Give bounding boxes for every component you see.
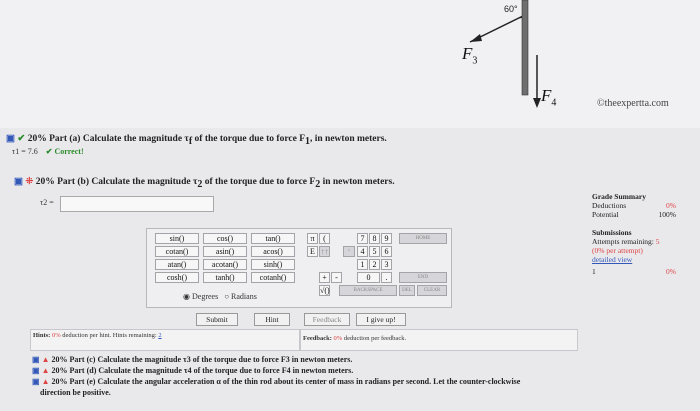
give-up-button[interactable]: I give up! <box>356 313 406 326</box>
part-c-title[interactable]: ▣ ▲ 20% Part (c) Calculate the magnitude τ3 of the torque due to force F3 in newton meters. <box>32 355 353 364</box>
radians-radio[interactable]: ○ Radians <box>224 292 257 301</box>
attempts-row: Attempts remaining: 5 <box>592 237 660 246</box>
feedback-button[interactable]: Feedback <box>304 313 350 326</box>
part-a-title[interactable]: ▣ ✔ 20% Part (a) Calculate the magnitude τf of the torque due to force F1, in newton meters. <box>6 134 387 147</box>
calc-key-digit[interactable]: 2 <box>369 259 380 270</box>
part-a-answer: τ1 = 7.6 <box>12 147 38 156</box>
calculator-panel <box>146 228 452 308</box>
calc-key-digit[interactable]: 5 <box>369 246 380 257</box>
calc-key-digit[interactable]: 8 <box>369 233 380 244</box>
hint-button[interactable]: Hint <box>254 313 290 326</box>
calc-key-acos[interactable]: acos() <box>251 246 295 257</box>
f3-label: $F_3$ <box>462 44 478 67</box>
calc-key-digit[interactable]: 9 <box>381 233 392 244</box>
calc-key-cos[interactable]: cos() <box>203 233 247 244</box>
calc-key-acotan[interactable]: acotan() <box>203 259 247 270</box>
calc-key-symbol[interactable]: - <box>331 272 342 283</box>
check-icon: ✔ <box>17 134 26 144</box>
calc-key-sin[interactable]: sin() <box>155 233 199 244</box>
submit-button[interactable]: Submit <box>196 313 238 326</box>
expand-icon: ▣ <box>32 366 40 375</box>
calc-key-tan[interactable]: tan() <box>251 233 295 244</box>
figure-area <box>0 0 700 128</box>
expand-icon: ▣ <box>6 134 15 144</box>
calc-key-backspace[interactable]: BACKSPACE <box>339 285 397 296</box>
part-a-status: ✔ Correct! <box>45 147 84 156</box>
calc-key-digit[interactable]: 7 <box>357 233 368 244</box>
calc-key-symbol[interactable]: ( <box>319 233 330 244</box>
calc-key-digit[interactable]: . <box>381 272 392 283</box>
part-e-title-cont: direction be positive. <box>40 388 111 397</box>
warning-icon: ▲ <box>41 355 50 364</box>
per-attempt: (0% per attempt) <box>592 246 643 255</box>
expand-icon: ▣ <box>32 355 40 364</box>
calc-key-symbol[interactable]: π <box>307 233 318 244</box>
hints-box <box>30 329 300 351</box>
calc-key-cosh[interactable]: cosh() <box>155 272 199 283</box>
degrees-radio[interactable]: ◉ Degrees <box>183 292 219 301</box>
part-e-title[interactable]: ▣ ▲ 20% Part (e) Calculate the angular acceleration α of the thin rod about its center of mass in radians per second. Let the counter-clockwise <box>32 377 521 386</box>
calc-key-digit[interactable]: 4 <box>357 246 368 257</box>
calc-key-sinh[interactable]: sinh() <box>251 259 295 270</box>
f4-label: $F_4$ <box>541 86 557 109</box>
part-a-answer-row <box>12 147 84 156</box>
potential-row: Potential 100% <box>592 210 676 219</box>
calc-key-cotanh[interactable]: cotanh() <box>251 272 295 283</box>
grade-summary <box>592 192 676 276</box>
feedback-box <box>300 329 578 351</box>
calc-key-asin[interactable]: asin() <box>203 246 247 257</box>
angle-label: 60° <box>504 4 518 14</box>
hints-text: Hints: 0% deduction per hint. Hints remaining: 2 <box>33 332 162 339</box>
calc-key-symbol[interactable]: E <box>307 246 318 257</box>
calc-key-symbol[interactable]: √() <box>320 286 330 295</box>
calc-key-clear[interactable]: CLEAR <box>417 285 447 296</box>
calc-key-tanh[interactable]: tanh() <box>203 272 247 283</box>
flag-icon: ⁜ <box>25 177 34 187</box>
calc-key-atan[interactable]: atan() <box>155 259 199 270</box>
part-b-answer-input[interactable] <box>60 196 214 212</box>
calc-key-cotan[interactable]: cotan() <box>155 246 199 257</box>
angle-mode <box>183 292 257 301</box>
calc-key-del[interactable]: DEL <box>399 285 415 296</box>
part-b-input-label: τ2 = <box>40 198 54 207</box>
expand-icon: ▣ <box>14 177 23 187</box>
calc-key-end[interactable]: END <box>399 272 447 283</box>
watermark: ©theexpertta.com <box>597 98 669 109</box>
part-d-title[interactable]: ▣ ▲ 20% Part (d) Calculate the magnitude τ4 of the torque due to force F4 in newton meters. <box>32 366 354 375</box>
detailed-view-link[interactable]: detailed view <box>592 255 633 264</box>
submissions-title: Submissions <box>592 228 632 237</box>
feedback-text: Feedback: 0% deduction per feedback. <box>303 335 407 342</box>
calc-key-[interactable]: ^ <box>343 246 355 257</box>
force-diagram <box>0 0 700 128</box>
warning-icon: ▲ <box>41 366 50 375</box>
calc-key-digit[interactable]: 3 <box>381 259 392 270</box>
deductions-row: Deductions 0% <box>592 201 676 210</box>
grade-summary-title: Grade Summary <box>592 192 646 201</box>
part-b-title[interactable]: ▣ ⁜ 20% Part (b) Calculate the magnitude τ2 of the torque due to force F2 in newton meters. <box>14 177 395 190</box>
attempt-row: 1 0% <box>592 267 676 276</box>
warning-icon: ▲ <box>41 377 50 386</box>
calc-key-digit[interactable]: 1 <box>357 259 368 270</box>
calc-key-symbol[interactable]: + <box>319 272 330 283</box>
calc-key-digit[interactable]: 6 <box>381 246 392 257</box>
expand-icon: ▣ <box>32 377 40 386</box>
calc-key-symbol[interactable]: ↑↑ <box>320 247 329 256</box>
calc-key-digit[interactable]: 0 <box>357 272 380 283</box>
calc-key-home[interactable]: HOME <box>399 233 447 244</box>
